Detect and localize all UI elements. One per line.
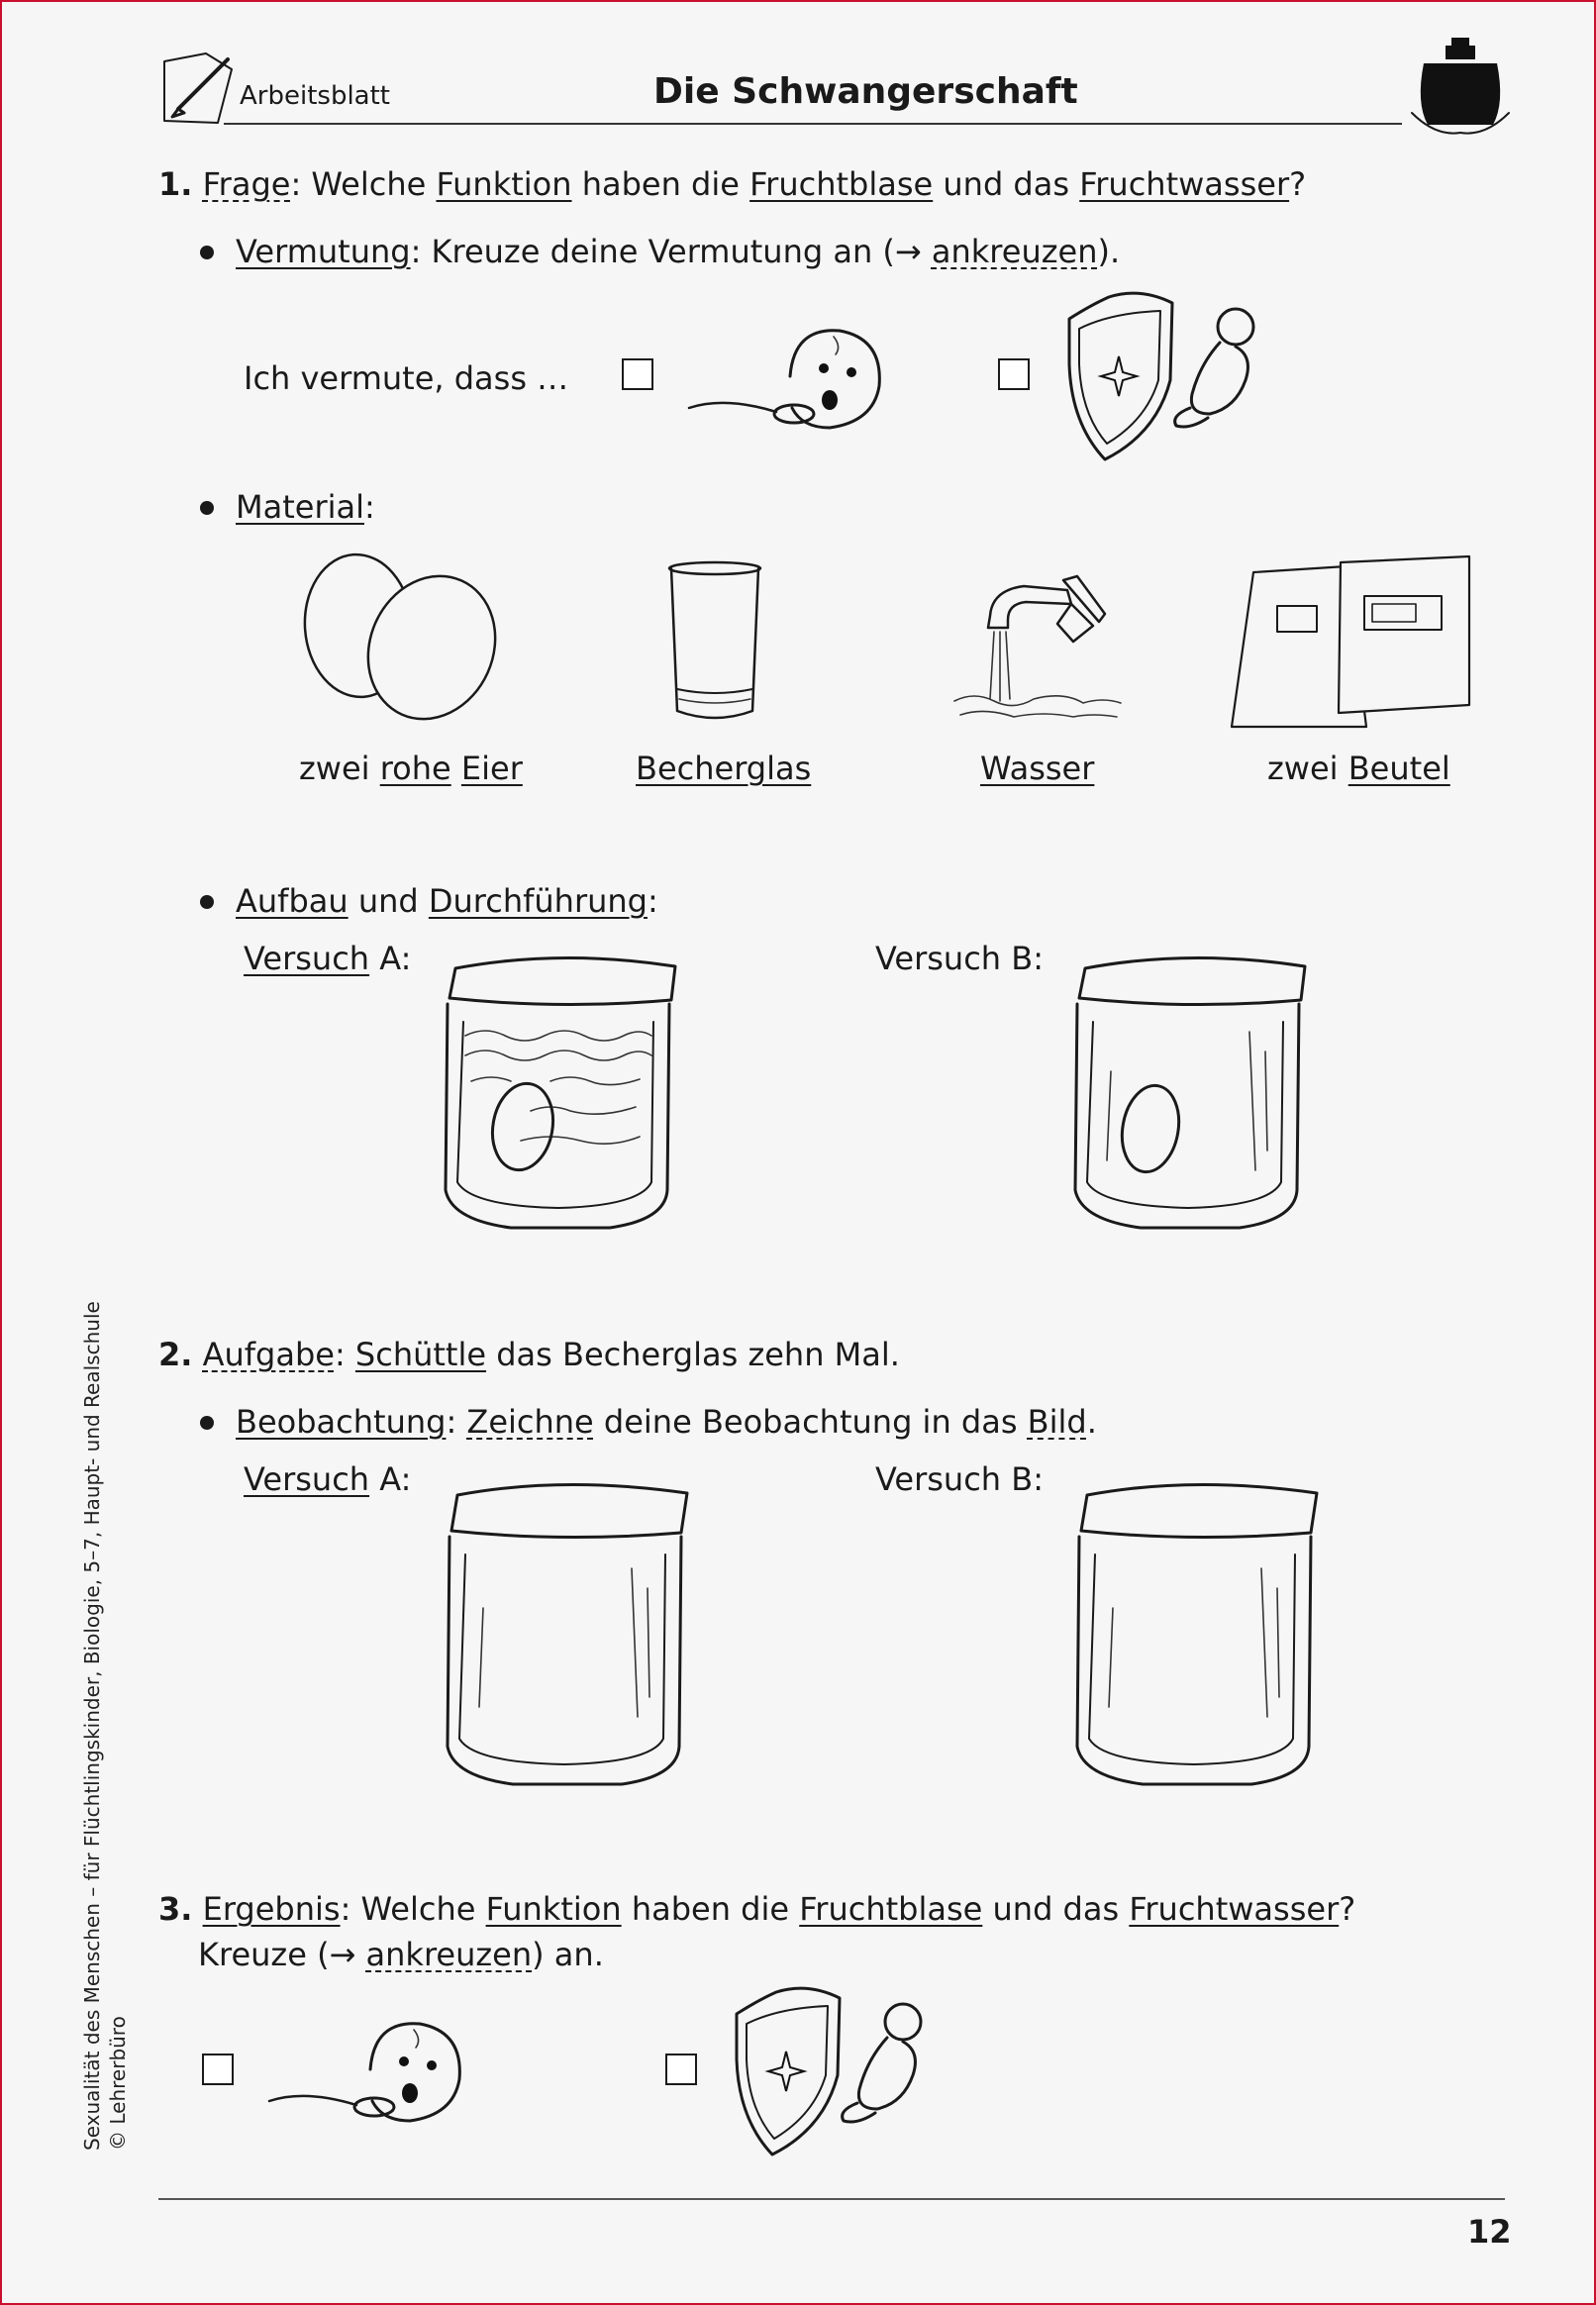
word-ankreuzen: ankreuzen <box>931 233 1098 270</box>
side-credit-line2: © Lehrerbüro <box>106 2016 130 2151</box>
caption-becherglas: Becherglas <box>636 750 812 787</box>
footer-rule <box>158 2198 1505 2200</box>
word-material: Material <box>236 488 364 526</box>
bullet <box>200 501 214 515</box>
text: : <box>647 882 658 920</box>
word-durchfuehrung: Durchführung <box>428 882 648 920</box>
word-eier: Eier <box>460 750 523 787</box>
versuch-b-label: Versuch B: <box>875 940 1044 977</box>
versuch-a-label-2 <box>244 1459 411 1499</box>
word-aufbau: Aufbau <box>236 882 349 920</box>
hypothesis-checkbox-protection[interactable] <box>998 358 1030 390</box>
word-beobachtung: Beobachtung <box>236 1403 447 1441</box>
aufbau-line <box>236 881 658 921</box>
word-rohe: rohe <box>379 750 451 787</box>
caption-beutel <box>1267 749 1450 788</box>
material-line <box>236 487 375 527</box>
beaker-bag-water-egg <box>442 952 679 1240</box>
vermutung-line <box>236 232 1120 271</box>
word-bild: Bild <box>1027 1403 1087 1441</box>
text: A: <box>369 1460 412 1498</box>
question-number: 3. <box>158 1890 193 1928</box>
word-fruchtwasser: Fruchtwasser <box>1079 165 1290 203</box>
text: : Welche <box>290 165 437 203</box>
side-credit-line1: Sexualität des Menschen – für Flüchtlingskinder, Biologie, 5–7, Haupt- und Realschule <box>80 1301 104 2151</box>
versuch-a-label <box>244 939 411 978</box>
text: : Kreuze deine Vermutung an (→ <box>410 233 932 270</box>
word-funktion: Funktion <box>485 1890 622 1928</box>
text: deine Beobachtung in das <box>593 1403 1028 1441</box>
text: das Becherglas zehn Mal. <box>486 1336 900 1373</box>
question-1 <box>158 164 1306 204</box>
word-versuch: Versuch <box>244 1460 370 1498</box>
word-beutel: Beutel <box>1347 750 1450 787</box>
side-credit <box>79 1259 131 2151</box>
text: zwei <box>299 750 380 787</box>
eggs-icon <box>297 551 505 729</box>
weight-icon <box>1406 34 1515 143</box>
text: . <box>1086 1403 1097 1441</box>
beobachtung-line <box>236 1402 1097 1442</box>
versuch-b-label-2: Versuch B: <box>875 1460 1044 1498</box>
caption-eggs <box>299 749 523 788</box>
text: : <box>446 1403 467 1441</box>
bullet <box>200 246 214 259</box>
text: haben die <box>571 165 750 203</box>
word-frage: Frage <box>202 165 291 203</box>
baby-spoon-icon <box>685 317 893 436</box>
bullet <box>200 895 214 909</box>
word-ankreuzen: ankreuzen <box>365 1936 533 1973</box>
result-checkbox-protection[interactable] <box>665 2054 697 2085</box>
text: ). <box>1097 233 1121 270</box>
beaker-bag-egg <box>1071 952 1309 1240</box>
hypothesis-checkbox-nutrition[interactable] <box>622 358 653 390</box>
text: haben die <box>621 1890 800 1928</box>
caption-wasser: Wasser <box>980 750 1095 787</box>
word-versuch: Versuch <box>244 940 370 977</box>
beaker-icon <box>667 560 766 725</box>
word-fruchtblase: Fruchtblase <box>799 1890 983 1928</box>
text: Kreuze (→ <box>198 1936 366 1973</box>
tap-icon <box>954 568 1123 727</box>
drawing-area-b[interactable] <box>1073 1479 1321 1796</box>
text: ) an. <box>532 1936 604 1973</box>
word-zeichne: Zeichne <box>466 1403 594 1441</box>
text: ? <box>1339 1890 1356 1928</box>
word-ergebnis: Ergebnis <box>202 1890 341 1928</box>
text: : <box>334 1336 355 1373</box>
shield-fetus-icon <box>1061 285 1279 463</box>
bullet <box>200 1416 214 1430</box>
drawing-area-a[interactable] <box>444 1479 691 1796</box>
word-funktion: Funktion <box>436 165 572 203</box>
shield-fetus-icon <box>729 1980 947 2158</box>
text: ? <box>1289 165 1307 203</box>
page-number: 12 <box>1467 2213 1512 2251</box>
question-3 <box>158 1889 1355 1929</box>
header-rule <box>224 123 1402 125</box>
header-label: Arbeitsblatt <box>240 81 390 111</box>
pencil-icon <box>158 48 238 127</box>
question-2 <box>158 1335 900 1374</box>
ich-vermute: Ich vermute, dass … <box>244 359 569 397</box>
word-fruchtwasser: Fruchtwasser <box>1129 1890 1340 1928</box>
kreuze-line <box>198 1935 604 1974</box>
page-title: Die Schwangerschaft <box>653 71 1078 112</box>
text: zwei <box>1267 750 1348 787</box>
baby-spoon-icon <box>265 2010 473 2129</box>
word-aufgabe: Aufgabe <box>202 1336 335 1373</box>
question-number: 1. <box>158 165 193 203</box>
text: und <box>348 882 429 920</box>
question-number: 2. <box>158 1336 193 1373</box>
text: A: <box>369 940 412 977</box>
bags-icon <box>1228 552 1475 731</box>
text: und das <box>933 165 1080 203</box>
word-fruchtblase: Fruchtblase <box>749 165 934 203</box>
result-checkbox-nutrition[interactable] <box>202 2054 234 2085</box>
text: : <box>364 488 375 526</box>
text: und das <box>982 1890 1130 1928</box>
word-vermutung: Vermutung <box>236 233 411 270</box>
word-schuettle: Schüttle <box>354 1336 487 1373</box>
text: : Welche <box>340 1890 486 1928</box>
